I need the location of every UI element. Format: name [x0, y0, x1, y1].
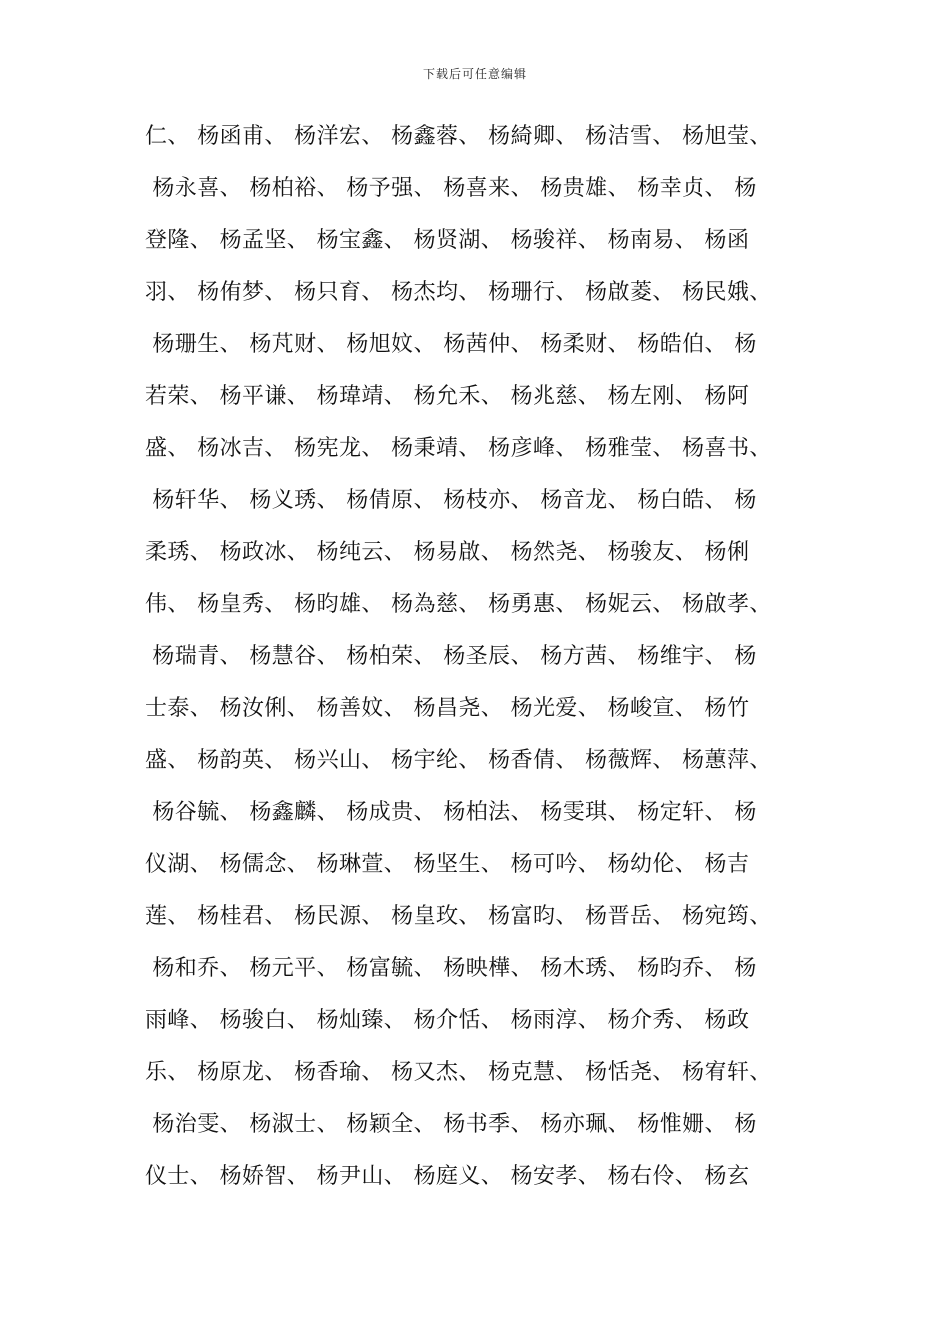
text-line: 雨峰、 杨骏白、 杨灿臻、 杨介恬、 杨雨淳、 杨介秀、 杨政 [145, 1008, 750, 1033]
text-line: 杨永喜、 杨柏裕、 杨予强、 杨喜来、 杨贵雄、 杨幸贞、 杨 [145, 176, 757, 201]
text-line: 若荣、 杨平谦、 杨瑋靖、 杨允禾、 杨兆慈、 杨左刚、 杨阿 [145, 384, 750, 409]
text-line: 杨轩华、 杨义琇、 杨倩原、 杨枝亦、 杨音龙、 杨白皓、 杨 [145, 488, 757, 513]
text-line: 登隆、 杨孟坚、 杨宝鑫、 杨贤湖、 杨骏祥、 杨南易、 杨函 [145, 228, 750, 253]
text-line: 仪湖、 杨儒念、 杨琳萱、 杨坚生、 杨可吟、 杨幼伦、 杨吉 [145, 852, 750, 877]
text-line: 杨瑞青、 杨慧谷、 杨柏荣、 杨圣辰、 杨方茜、 杨维宇、 杨 [145, 644, 757, 669]
text-line: 羽、 杨侑梦、 杨只育、 杨杰均、 杨珊行、 杨啟菱、 杨民娥、 [145, 280, 772, 305]
text-line: 士泰、 杨汝俐、 杨善妏、 杨昌尧、 杨光爱、 杨峻宣、 杨竹 [145, 696, 750, 721]
text-line: 杨珊生、 杨芃财、 杨旭妏、 杨茜仲、 杨柔财、 杨皓伯、 杨 [145, 332, 757, 357]
text-line: 仪士、 杨娇智、 杨尹山、 杨庭义、 杨安孝、 杨右伶、 杨玄 [145, 1164, 750, 1189]
text-line: 盛、 杨韵英、 杨兴山、 杨宇纶、 杨香倩、 杨薇辉、 杨蕙萍、 [145, 748, 772, 773]
text-line: 杨和乔、 杨元平、 杨富毓、 杨映樺、 杨木琇、 杨昀乔、 杨 [145, 956, 757, 981]
page-header: 下载后可任意编辑 [422, 67, 527, 81]
text-line: 伟、 杨皇秀、 杨昀雄、 杨為慈、 杨勇惠、 杨妮云、 杨啟孝、 [145, 592, 772, 617]
text-line: 杨谷毓、 杨鑫麟、 杨成贵、 杨柏法、 杨雯琪、 杨定轩、 杨 [145, 800, 757, 825]
text-line: 杨治雯、 杨淑士、 杨颖全、 杨书季、 杨亦珮、 杨惟姗、 杨 [145, 1112, 757, 1137]
text-line: 柔琇、 杨政冰、 杨纯云、 杨易啟、 杨然尧、 杨骏友、 杨俐 [145, 540, 750, 565]
name-list [145, 114, 810, 1206]
text-line: 仁、 杨函甫、 杨洋宏、 杨鑫蓉、 杨綺卿、 杨洁雪、 杨旭莹、 [145, 124, 772, 149]
text-line: 盛、 杨冰吉、 杨宪龙、 杨秉靖、 杨彦峰、 杨雅莹、 杨喜书、 [145, 436, 772, 461]
text-line: 莲、 杨桂君、 杨民源、 杨皇玫、 杨富昀、 杨晋岳、 杨宛筠、 [145, 904, 772, 929]
text-line: 乐、 杨原龙、 杨香瑜、 杨又杰、 杨克慧、 杨恬尧、 杨宥轩、 [145, 1060, 772, 1085]
